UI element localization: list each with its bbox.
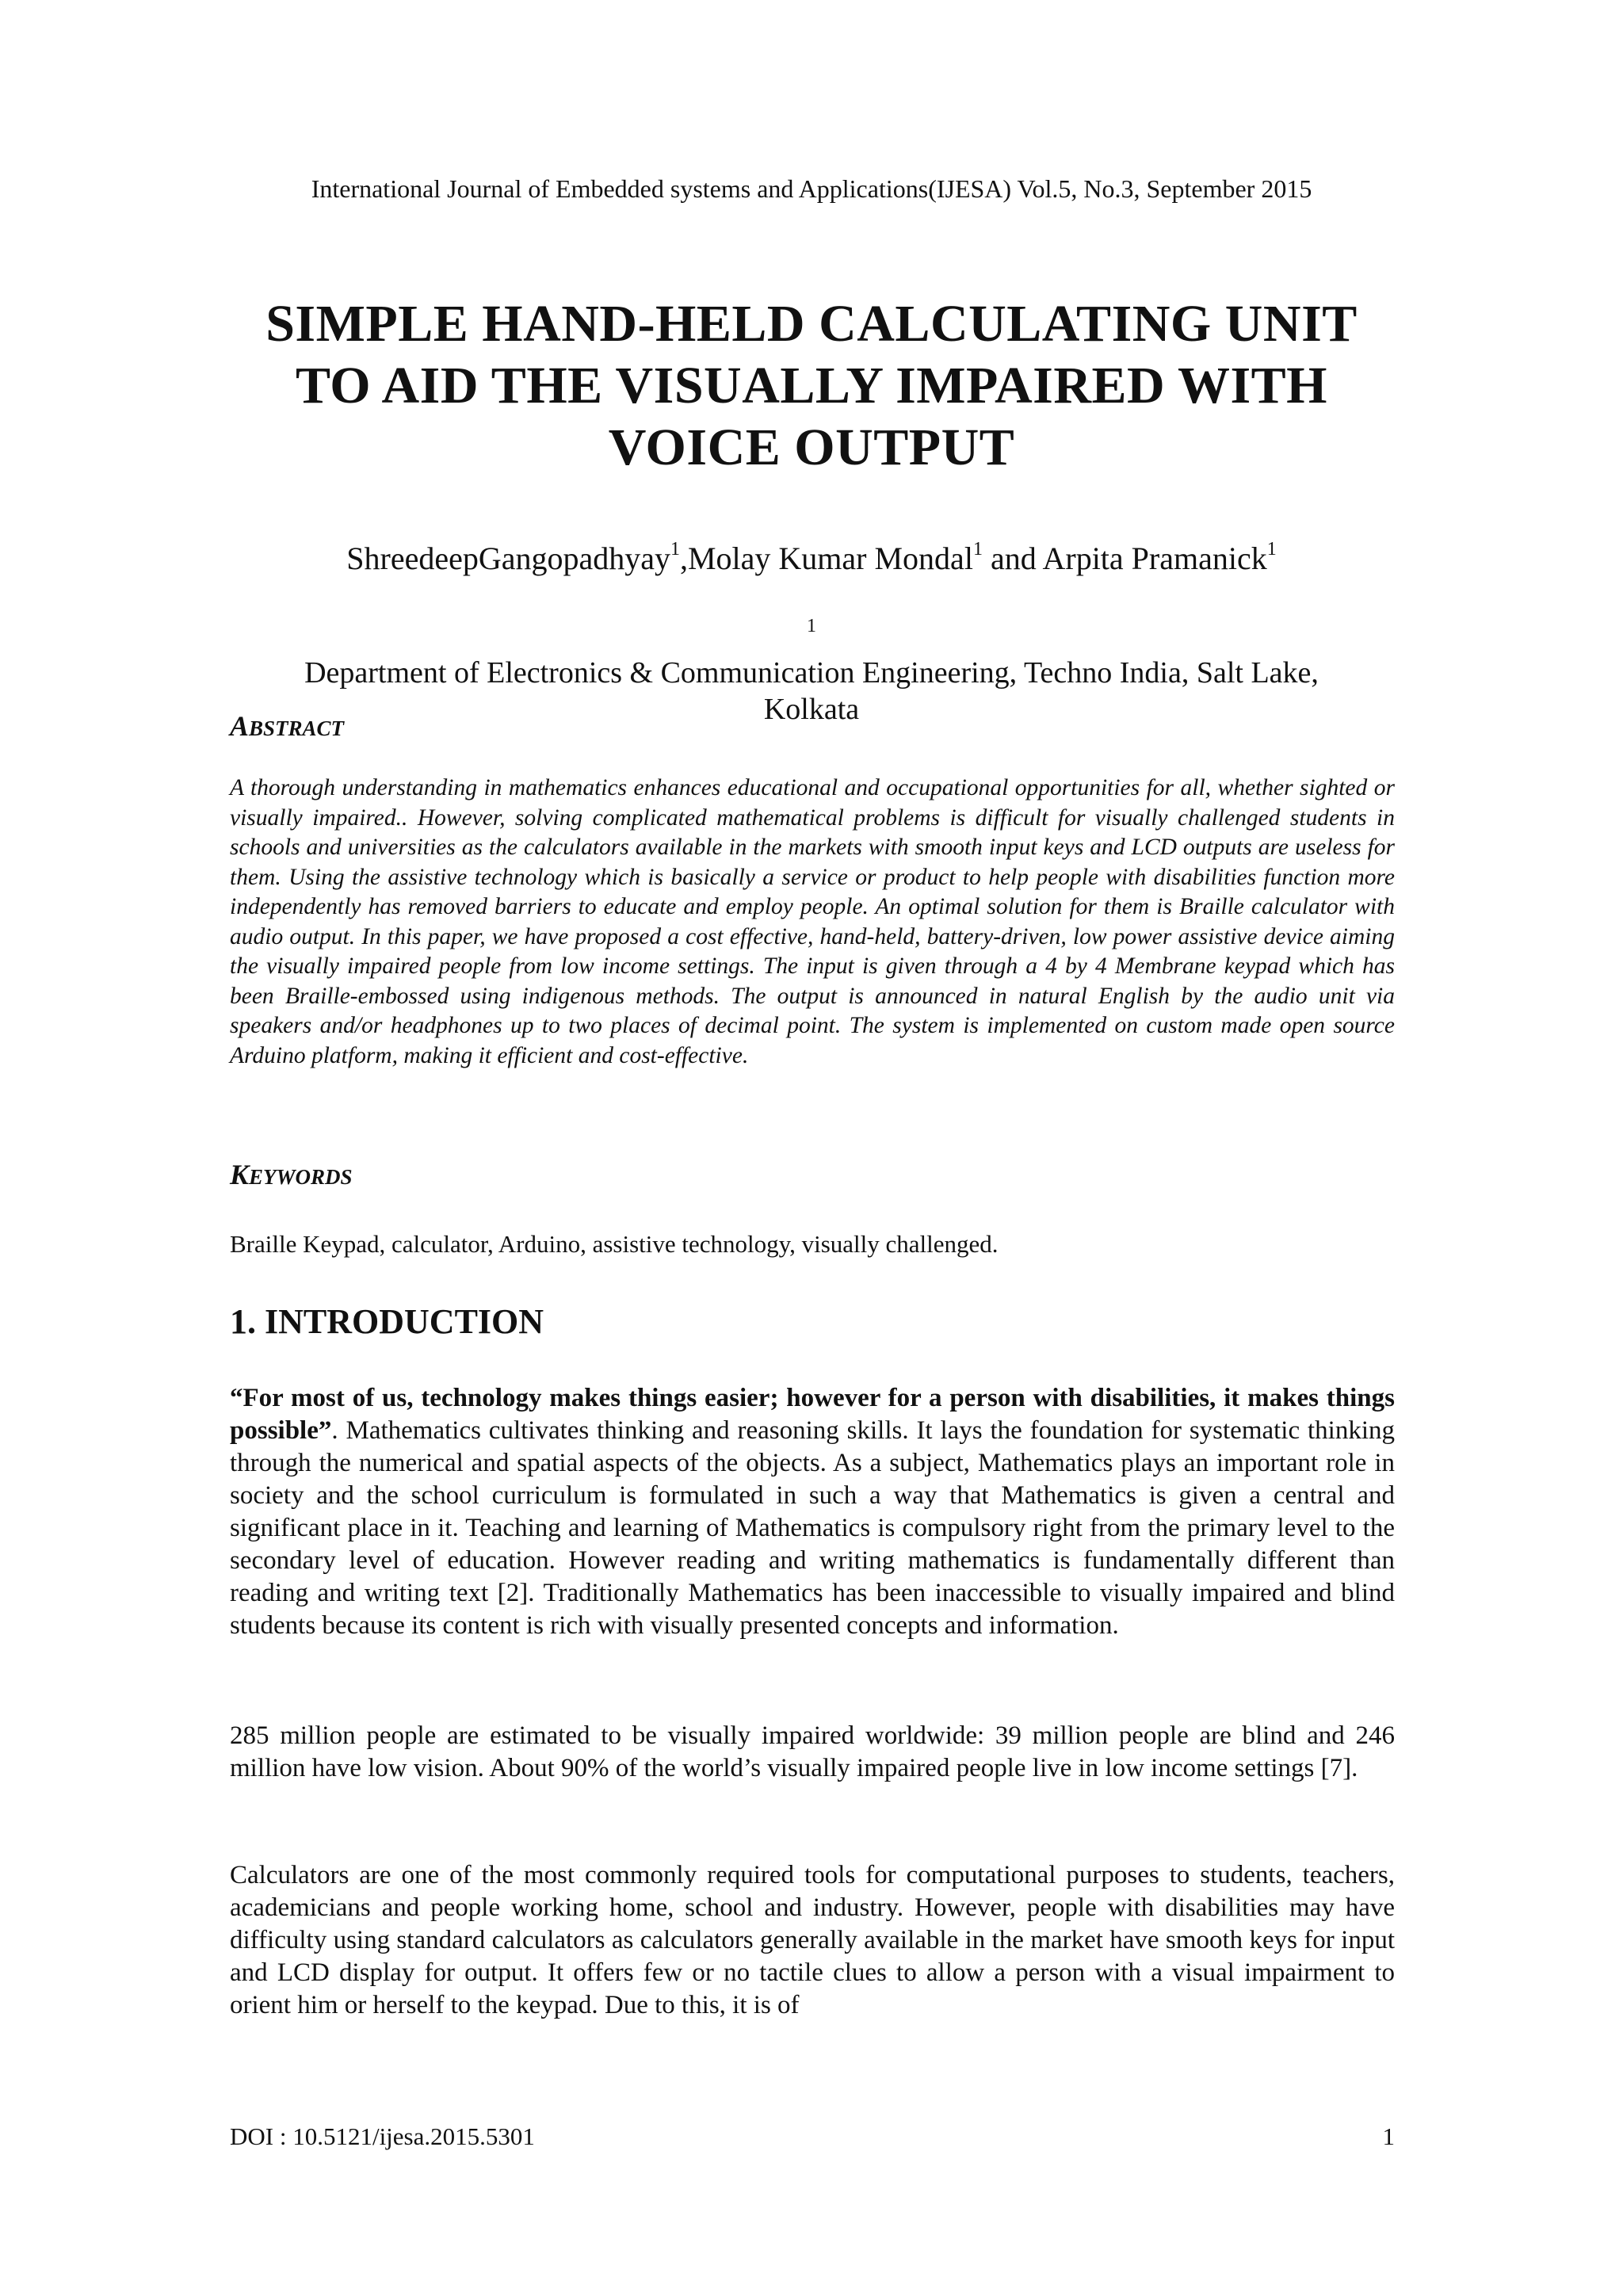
footer-doi: DOI : 10.5121/ijesa.2015.5301 (230, 2122, 535, 2150)
keywords-heading-rest: EYWORDS (249, 1165, 353, 1189)
introduction-heading: 1. INTRODUCTION (230, 1302, 544, 1341)
keywords-heading-initial: K (230, 1159, 250, 1190)
keywords-list: Braille Keypad, calculator, Arduino, assistive technology, visually challenged. (230, 1230, 999, 1258)
introduction-quote: “For most of us, technology makes things easier; however for a person with disabilities, it makes things possible” (230, 1384, 1395, 1445)
affiliation-line-1-text: Department of Electronics & Communication Engineering, Techno India, Salt Lake, (304, 656, 1319, 690)
author-1-affiliation-mark: 1 (670, 539, 680, 560)
introduction-paragraph-1-text: . Mathematics cultivates thinking and reasoning skills. It lays the foundation for systematic thinking through the numerical and spatial aspects of the objects. As a subject, Mathematics plays an important role in society and the school curriculum is formulated in such a way that Mathematics is given a central and significant place in it. Teaching and learning of Mathematics is compulsory right from the primary level to the secondary level of education. However reading and writing mathematics is fundamentally different than reading and writing text [2]. Traditionally Mathematics has been inaccessible to visually impaired and blind students because its content is rich with visually presented concepts and information. (230, 1416, 1395, 1640)
introduction-paragraph-1 (230, 1382, 1395, 1642)
author-2-affiliation-mark: 1 (972, 539, 983, 560)
title-line-3: VOICE OUTPUT (608, 418, 1015, 476)
author-2: ,Molay Kumar Mondal (679, 541, 973, 576)
affiliation-line-1 (198, 618, 1425, 691)
abstract-heading (230, 710, 344, 744)
title-line-2: TO AID THE VISUALLY IMPAIRED WITH (295, 357, 1328, 415)
page-number: 1 (1382, 2122, 1395, 2150)
author-3-affiliation-mark: 1 (1266, 539, 1277, 560)
keywords-heading (230, 1159, 353, 1193)
affiliation-line-2: Kolkata (763, 693, 860, 726)
abstract-body: A thorough understanding in mathematics enhances educational and occupational opportunities for all, whether sighted or visually impaired.. However, solving complicated mathematical problems is difficult for visually challenged students in schools and universities as the calculators available in the markets with smooth input keys and LCD outputs are useless for them. Using the assistive technology which is basically a service or product to help people with disabilities function more independently has removed barriers to educate and employ people. An optimal solution for them is Braille calculator with audio output. In this paper, we have proposed a cost effective, hand-held, battery-driven, low power assistive device aiming the visually impaired people from low income settings. The input is given through a 4 by 4 Membrane keypad which has been Braille-embossed using indigenous methods. The output is announced in natural English by the audio unit via speakers and/or headphones up to two places of decimal point. The system is implemented on custom made open source Arduino platform, making it efficient and cost-effective. (230, 775, 1395, 1068)
author-affiliation (198, 618, 1425, 728)
author-3: and Arpita Pramanick (982, 541, 1267, 576)
title-line-1: SIMPLE HAND-HELD CALCULATING UNIT (265, 295, 1358, 353)
introduction-paragraph-2: 285 million people are estimated to be visually impaired worldwide: 39 million people are blind and 246 million have low vision. About 90% of the world’s visually impaired people live in low income settings [7]. (230, 1721, 1395, 1782)
paper-title (198, 293, 1425, 479)
affiliation-mark: 1 (807, 616, 816, 636)
journal-running-header: International Journal of Embedded systems and Applications(IJESA) Vol.5, No.3, September 2015 (311, 174, 1312, 203)
introduction-paragraph-3: Calculators are one of the most commonly required tools for computational purposes to students, teachers, academicians and people working home, school and industry. However, people with disabilities may have difficulty using standard calculators as calculators generally available in the market have smooth keys for input and LCD display for output. It offers few or no tactile clues to allow a person with a visual impairment to orient him or herself to the keypad. Due to this, it is of (230, 1861, 1395, 2019)
author-1: ShreedeepGangopadhyay (346, 541, 670, 576)
abstract-heading-initial: A (230, 710, 250, 742)
author-list (0, 539, 1623, 579)
abstract-heading-rest: BSTRACT (249, 716, 345, 740)
